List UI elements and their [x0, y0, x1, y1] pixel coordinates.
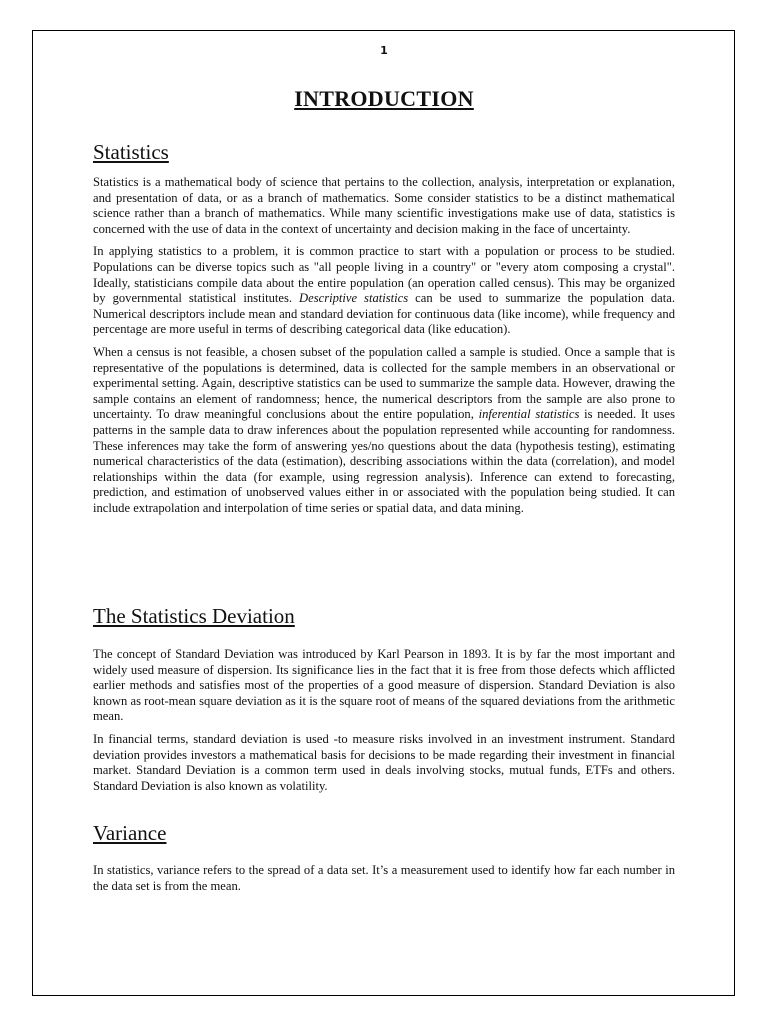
page-number: 1 [380, 44, 388, 57]
paragraph: When a census is not feasible, a chosen subset of the population called a sample is studied. Once a sample that is representative of the populations is determined, data is collected for the sample members in an observational or experimental setting. Again, descriptive statistics can be used to summarize the sample data. However, drawing the sample contains an element of randomness; hence, the numerical descriptors from the sample are also prone to uncertainty. To draw meaningful conclusions about the entire population, inferential statistics is needed. It uses patterns in the sample data to draw inferences about the population represented while accounting for randomness. These inferences may take the form of answering yes/no questions about the data (hypothesis testing), estimating numerical characteristics of the data (estimation), describing associations within the data (correlation), and model relationships within the data (for example, using regression analysis). Inference can extend to forecasting, prediction, and estimation of unobserved values either in or associated with the population being studied. It can include extrapolation and interpolation of time series or spatial data, and data mining. [93, 344, 675, 515]
italic-term: inferential statistics [478, 407, 580, 422]
paragraph: The concept of Standard Deviation was introduced by Karl Pearson in 1893. It is by far the most important and widely used measure of dispersion. Its significance lies in the fact that it is free from those defects which afflicted earlier methods and satisfies most of the properties of a good measure of dispersion. Standard Deviation is also known as root-mean square deviation as it is the square root of means of the squared deviations from the arithmetic mean. [93, 647, 675, 724]
section-body-variance [93, 863, 675, 894]
page-title: INTRODUCTION [294, 86, 474, 111]
section-body-statistics [93, 175, 675, 516]
paragraph: In statistics, variance refers to the spread of a data set. It’s a measurement used to identify how far each number in the data set is from the mean. [93, 863, 675, 893]
paragraph: In applying statistics to a problem, it is common practice to start with a population or process to be studied. Populations can be diverse topics such as "all people living in a country" or "every atom composing a crystal". Ideally, statisticians compile data about the entire population (an operation called census). This may be organized by governmental statistical institutes. Descriptive statistics can be used to summarize the population data. Numerical descriptors include mean and standard deviation for continuous data (like income), while frequency and percentage are more useful in terms of describing categorical data (like education). [93, 244, 675, 337]
paragraph: In financial terms, standard deviation is used -to measure risks involved in an investment instrument. Standard deviation provides investors a mathematical basis for decisions to be made regarding their investment in financial market. Standard Deviation is a common term used in deals involving stocks, mutual funds, ETFs and others. Standard Deviation is also known as volatility. [93, 731, 675, 793]
section-heading-variance: Variance [93, 821, 167, 845]
section-body-statistics-deviation [93, 647, 675, 794]
italic-term: Descriptive statistics [299, 291, 409, 306]
section-heading-statistics-deviation: The Statistics Deviation [93, 604, 295, 628]
section-heading-statistics: Statistics [93, 140, 169, 164]
paragraph: Statistics is a mathematical body of science that pertains to the collection, analysis, interpretation or explanation, and presentation of data, or as a branch of mathematics. Some consider statistics to be a distinct mathematical science rather than a branch of mathematics. While many scientific investigations make use of data, statistics is concerned with the use of data in the context of uncertainty and decision making in the face of uncertainty. [93, 175, 675, 236]
